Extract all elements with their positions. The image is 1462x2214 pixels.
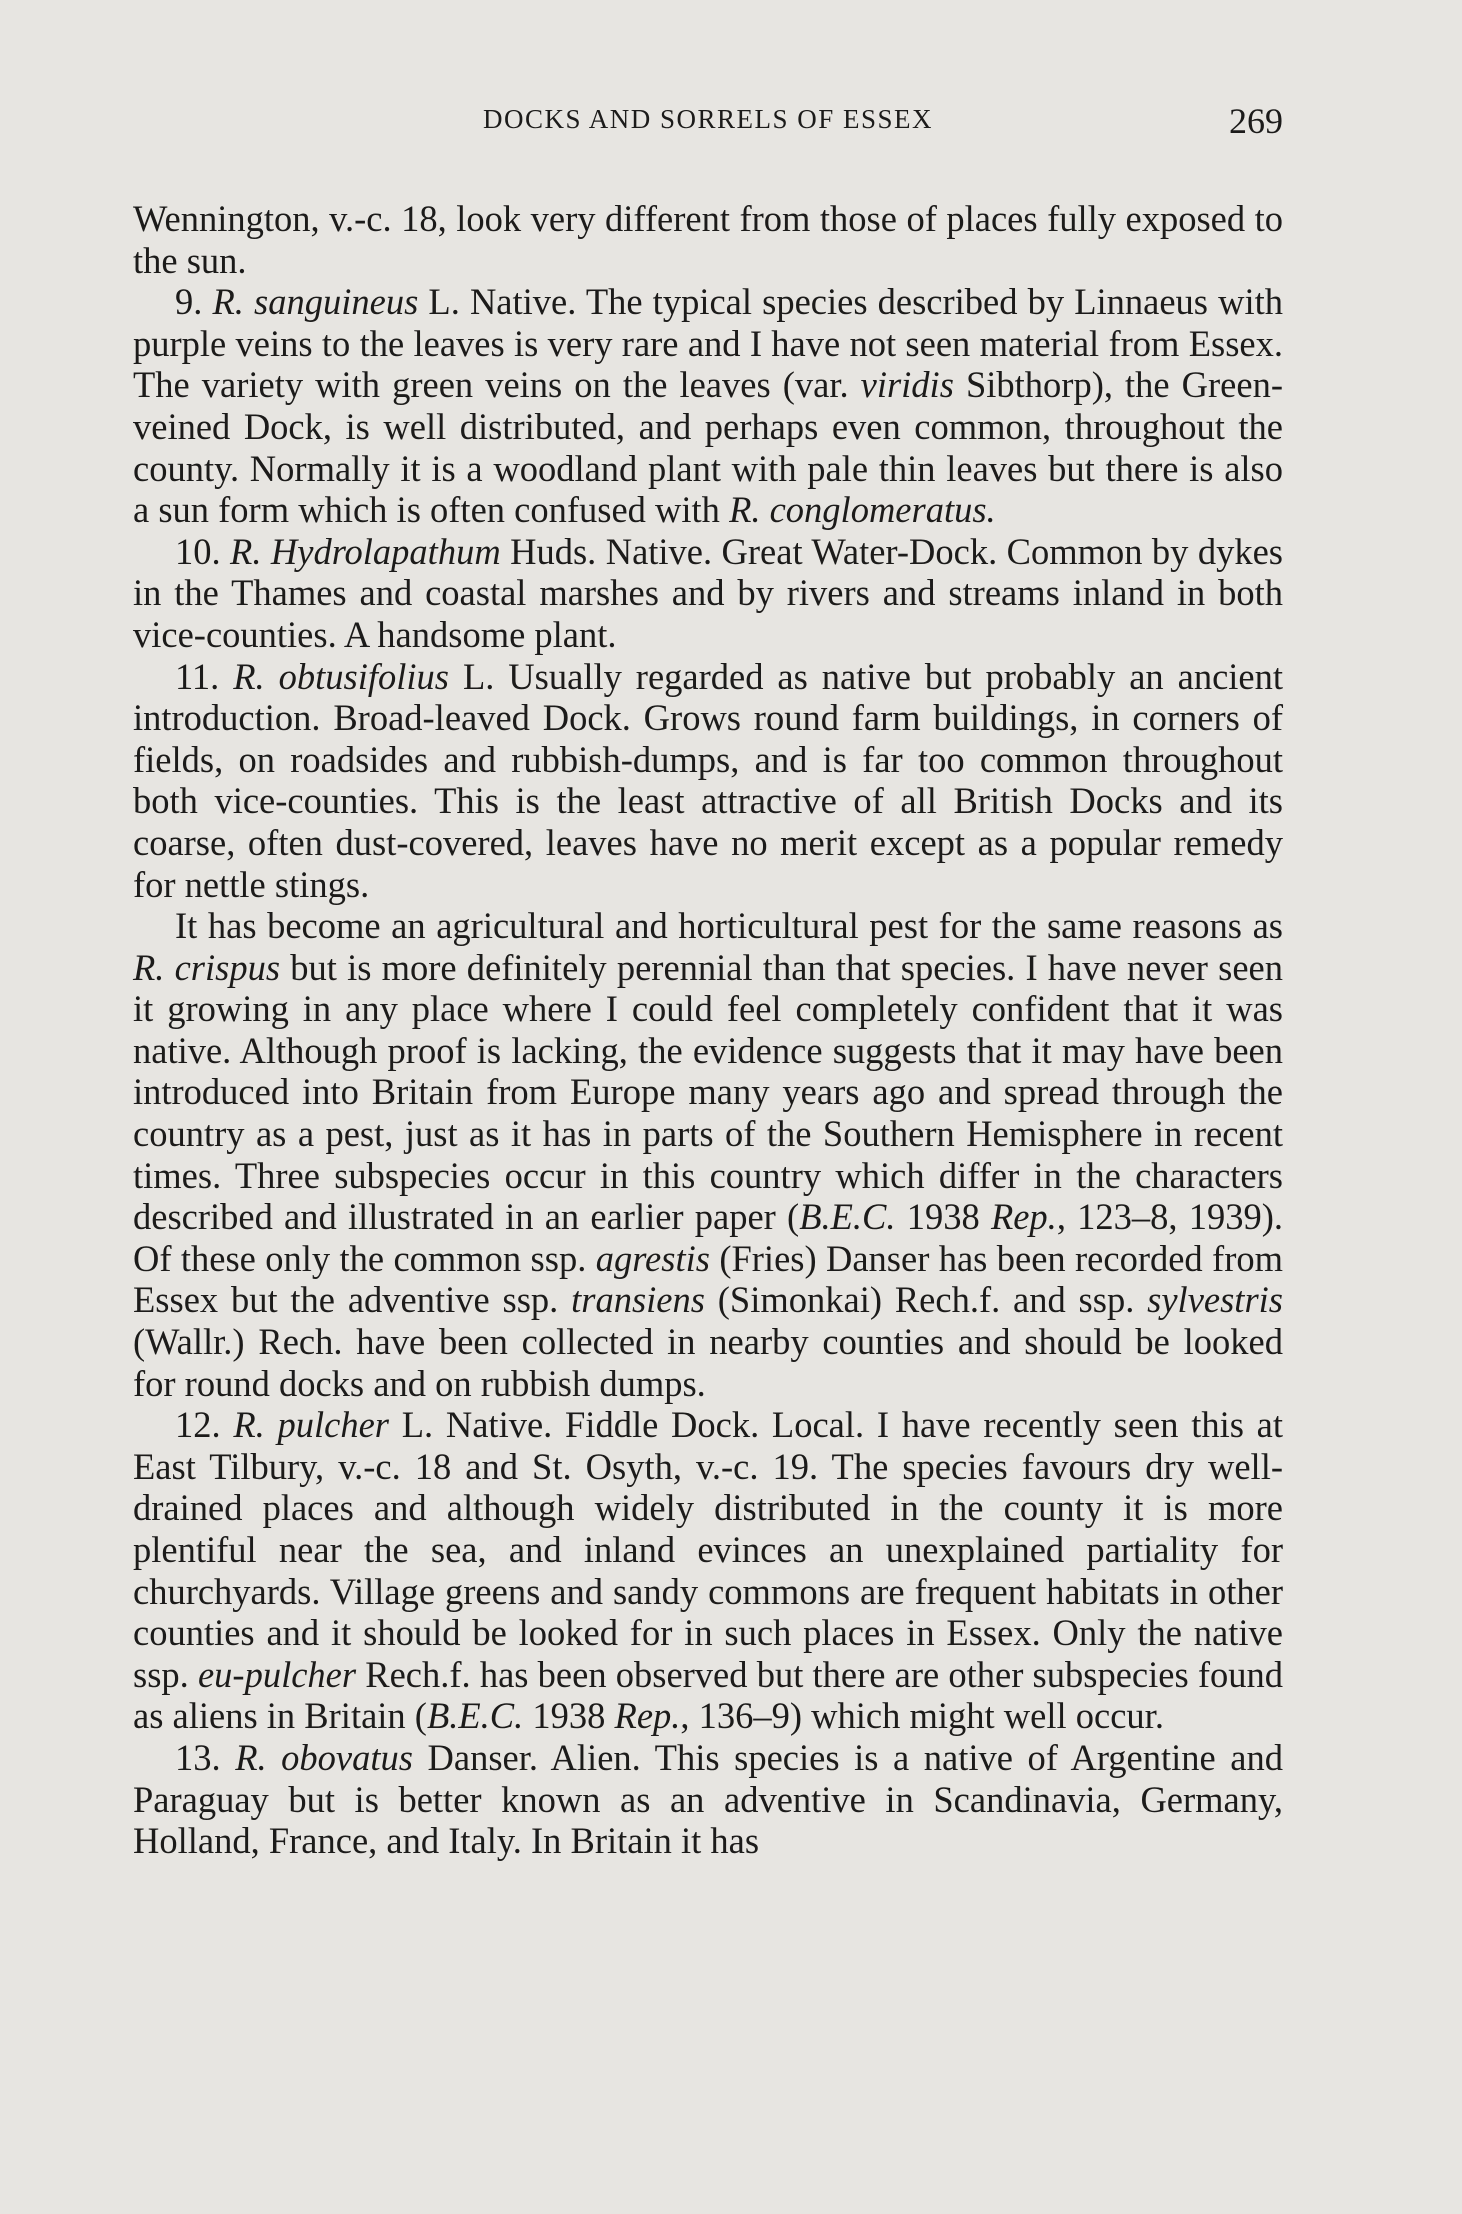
text-run: , 123–8, 1939). Of these only the common ssp. <box>133 1196 1284 1279</box>
paragraph-species-12 <box>133 1404 1283 1737</box>
text-run: (Fries) Danser has been recorded from Essex but the adventive ssp. <box>133 1237 1283 1321</box>
text-run: Sibthorp), the Green-veined Dock, is well distributed, and perhaps even common, throughout the county. Normally it is a woodland plant with pale thin leaves but there is also a sun form which is often confused with <box>133 364 1283 531</box>
body-text <box>133 198 1283 1862</box>
italic-text: sylvestris <box>1147 1279 1283 1321</box>
running-title: DOCKS AND SORRELS OF ESSEX <box>482 104 934 134</box>
text-run: Wennington, v.-c. 18, look very different from those of places fully exposed to the sun. <box>133 198 1283 281</box>
book-page <box>133 101 1284 1862</box>
text-run: 10. <box>175 530 231 572</box>
italic-text: R. obtusifolius <box>233 655 449 697</box>
italic-text: Rep. <box>614 1695 681 1737</box>
paragraph-species-13 <box>133 1737 1283 1862</box>
text-run: 11. <box>175 655 234 697</box>
italic-text: R. pulcher <box>233 1404 389 1446</box>
italic-text: Rep. <box>990 1196 1057 1238</box>
italic-text: R. conglomeratus. <box>729 489 996 531</box>
text-run: 1938 <box>895 1196 991 1238</box>
text-run: 13. <box>175 1736 236 1778</box>
italic-text: R. Hydrolapathum <box>230 530 501 572</box>
text-run: Rech.f. has been observed but there are other subspecies found as aliens in Britain ( <box>133 1653 1283 1737</box>
text-run: , 136–9) which might well occur. <box>680 1695 1164 1737</box>
italic-text: R. obovatus <box>235 1736 413 1778</box>
text-run: L. Native. The typical species described by Linnaeus with purple veins to the leaves is very rare and I have not seen material from Essex. The variety with green veins on the leaves (var. <box>133 281 1284 406</box>
text-run: L. Native. Fiddle Dock. Local. I have recently seen this at East Tilbury, v.-c. 18 and St. Osyth, v.-c. 19. The species favours dry well-drained places and although widely distributed in the county it is more plentiful near the sea, and inland evinces an unexplained partiality for churchyards. Village greens and sandy commons are frequent habitats in other counties and it should be looked for in such places in Essex. Only the native ssp. <box>133 1404 1284 1695</box>
text-run: Danser. Alien. This species is a native of Argentine and Paraguay but is better known as an adventive in Scandinavia, Germany, Holland, France, and Italy. In Britain it has <box>133 1736 1284 1862</box>
paragraph-species-11 <box>133 656 1283 906</box>
text-run: 12. <box>175 1404 234 1446</box>
italic-text: viridis <box>860 364 954 406</box>
text-run: It has become an agricultural and horticultural pest for the same reasons as <box>175 905 1283 947</box>
text-run: Huds. Native. Great Water-Dock. Common by dykes in the Thames and coastal marshes and by rivers and streams inland in both vice-counties. A handsome plant. <box>133 530 1283 655</box>
italic-text: B.E.C. <box>426 1695 524 1737</box>
paragraph-species-9 <box>133 281 1283 531</box>
italic-text: transiens <box>571 1279 705 1321</box>
italic-text: R. sanguineus <box>212 281 419 323</box>
text-run: 1938 <box>523 1695 615 1737</box>
running-head <box>133 101 1283 154</box>
page-number: 269 <box>1229 101 1283 141</box>
italic-text: agrestis <box>595 1237 710 1279</box>
text-run: (Simonkai) Rech.f. and ssp. <box>704 1279 1148 1321</box>
paragraph-species-10 <box>133 531 1283 656</box>
italic-text: R. crispus <box>133 946 281 988</box>
paragraph-species-11-continued <box>133 905 1283 1404</box>
italic-text: eu-pulcher <box>197 1653 357 1695</box>
text-run: L. Usually regarded as native but probably an ancient introduction. Broad-leaved Dock. Grows round farm buildings, in corners of fields, on roadsides and rubbish-dumps, and is far too common throughout both vice-counties. This is the least attractive of all British Docks and its coarse, often dust-covered, leaves have no merit except as a popular remedy for nettle stings. <box>133 655 1283 905</box>
text-run: (Wallr.) Rech. have been collected in nearby counties and should be looked for round docks and on rubbish dumps. <box>133 1321 1283 1404</box>
text-run: but is more definitely perennial than that species. I have never seen it growing in any place where I could feel completely confident that it was native. Although proof is lacking, the evidence suggests that it may have been introduced into Britain from Europe many years ago and spread through the country as a pest, just as it has in parts of the Southern Hemisphere in recent times. Three subspecies occur in this country which differ in the characters described and illustrated in an earlier paper ( <box>133 946 1283 1238</box>
text-run: 9. <box>175 281 213 323</box>
paragraph-continuation <box>133 198 1283 281</box>
italic-text: B.E.C. <box>799 1196 896 1238</box>
